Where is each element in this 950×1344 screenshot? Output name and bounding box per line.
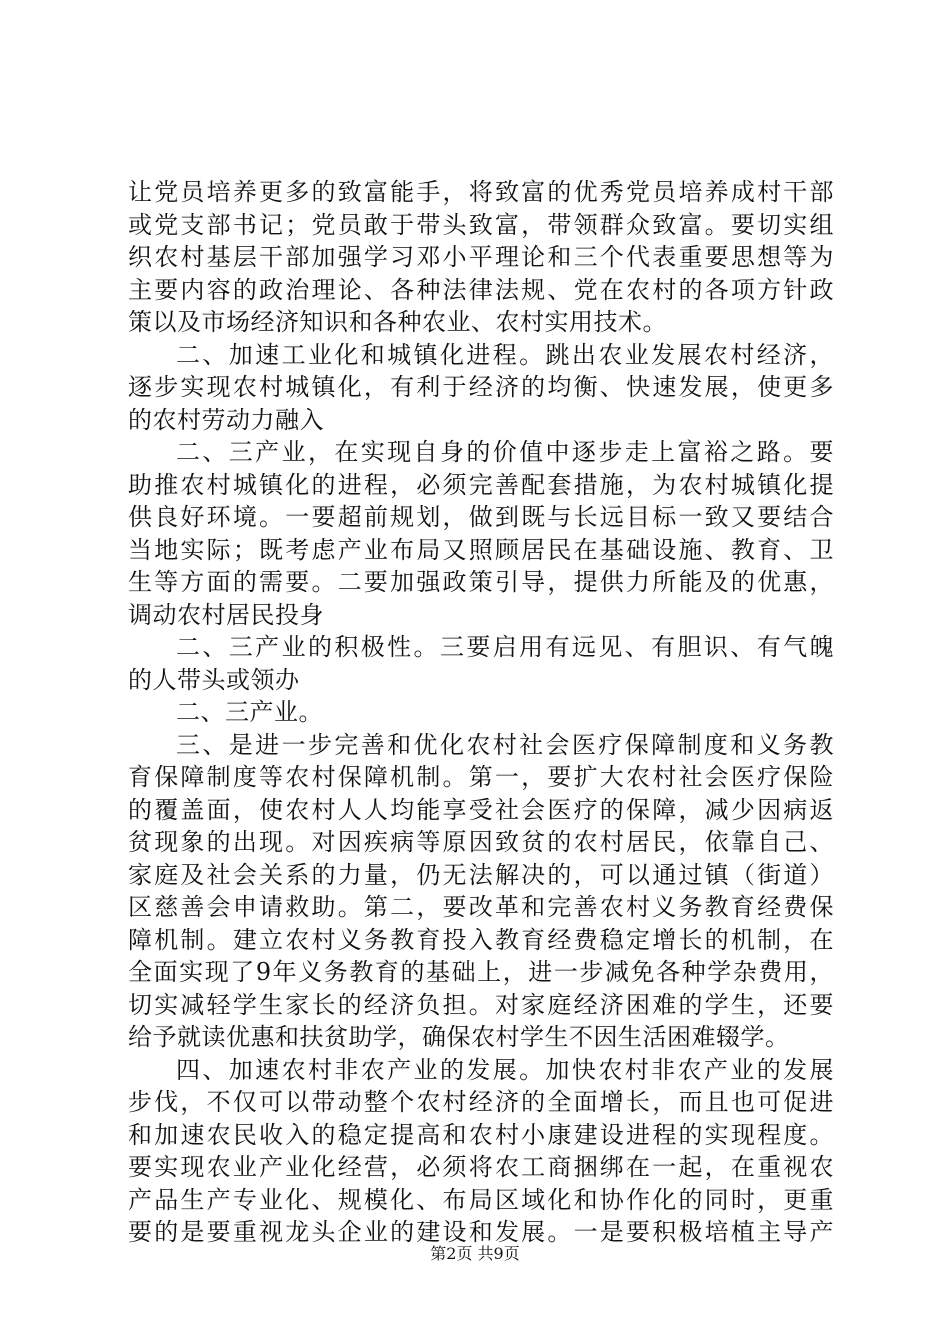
- text-line: 要的是要重视龙头企业的建设和发展。一是要积极培植主导产: [128, 1218, 834, 1246]
- text-line: 织农村基层干部加强学习邓小平理论和三个代表重要思想等为: [128, 243, 834, 271]
- text-line: 全面实现了9年义务教育的基础上，进一步减免各种学杂费用，: [128, 958, 834, 986]
- text-line: 家庭及社会关系的力量，仍无法解决的，可以通过镇（街道）: [128, 860, 834, 889]
- text-line: 调动农村居民投身: [128, 600, 324, 629]
- text-line: 或党支部书记；党员敢于带头致富，带领群众致富。要切实组: [128, 210, 834, 239]
- text-line: 二、加速工业化和城镇化进程。跳出农业发展农村经济，: [176, 340, 834, 369]
- text-line: 二、三产业的积极性。三要启用有远见、有胆识、有气魄: [176, 633, 834, 661]
- text-line: 四、加速农村非农产业的发展。加快农村非农产业的发展: [176, 1055, 834, 1084]
- page-footer: [0, 1244, 950, 1264]
- text-line: 障机制。建立农村义务教育投入教育经费稳定增长的机制，在: [128, 925, 834, 954]
- text-line: 二、三产业。: [176, 698, 323, 726]
- text-line: 步伐，不仅可以带动整个农村经济的全面增长，而且也可促进: [128, 1088, 834, 1116]
- text-line: 三、是进一步完善和优化农村社会医疗保障制度和义务教: [176, 730, 834, 759]
- text-line: 切实减轻学生家长的经济负担。对家庭经济困难的学生，还要: [128, 990, 834, 1019]
- text-line: 育保障制度等农村保障机制。第一，要扩大农村社会医疗保险: [128, 763, 834, 791]
- text-line: 主要内容的政治理论、各种法律法规、党在农村的各项方针政: [128, 275, 834, 304]
- text-line: 让党员培养更多的致富能手，将致富的优秀党员培养成村干部: [128, 178, 834, 206]
- text-line: 给予就读优惠和扶贫助学，确保农村学生不因生活困难辍学。: [128, 1023, 790, 1051]
- text-line: 生等方面的需要。二要加强政策引导，提供力所能及的优惠，: [128, 568, 834, 596]
- text-line: 和加速农民收入的稳定提高和农村小康建设进程的实现程度。: [128, 1120, 834, 1149]
- text-line: 供良好环境。一要超前规划，做到既与长远目标一致又要结合: [128, 503, 834, 531]
- text-line: 的人带头或领办: [128, 665, 300, 694]
- text-line: 的覆盖面，使农村人人均能享受社会医疗的保障，减少因病返: [128, 795, 834, 824]
- page-number-label: 第2页 共9页: [430, 1244, 520, 1263]
- text-line: 产品生产专业化、规模化、布局区域化和协作化的同时，更重: [128, 1185, 834, 1214]
- text-line: 要实现农业产业化经营，必须将农工商捆绑在一起，在重视农: [128, 1153, 834, 1181]
- text-line: 助推农村城镇化的进程，必须完善配套措施，为农村城镇化提: [128, 470, 834, 499]
- text-line: 逐步实现农村城镇化，有利于经济的均衡、快速发展，使更多: [128, 373, 834, 401]
- text-line: 贫现象的出现。对因疾病等原因致贫的农村居民，依靠自己、: [128, 828, 834, 856]
- text-line: 区慈善会申请救助。第二，要改革和完善农村义务教育经费保: [128, 893, 834, 921]
- text-line: 的农村劳动力融入: [128, 405, 324, 434]
- text-line: 当地实际；既考虑产业布局又照顾居民在基础设施、教育、卫: [128, 535, 834, 564]
- text-line: 策以及市场经济知识和各种农业、农村实用技术。: [128, 308, 667, 336]
- document-body: [128, 176, 834, 1249]
- text-line: 二、三产业，在实现自身的价值中逐步走上富裕之路。要: [176, 438, 834, 466]
